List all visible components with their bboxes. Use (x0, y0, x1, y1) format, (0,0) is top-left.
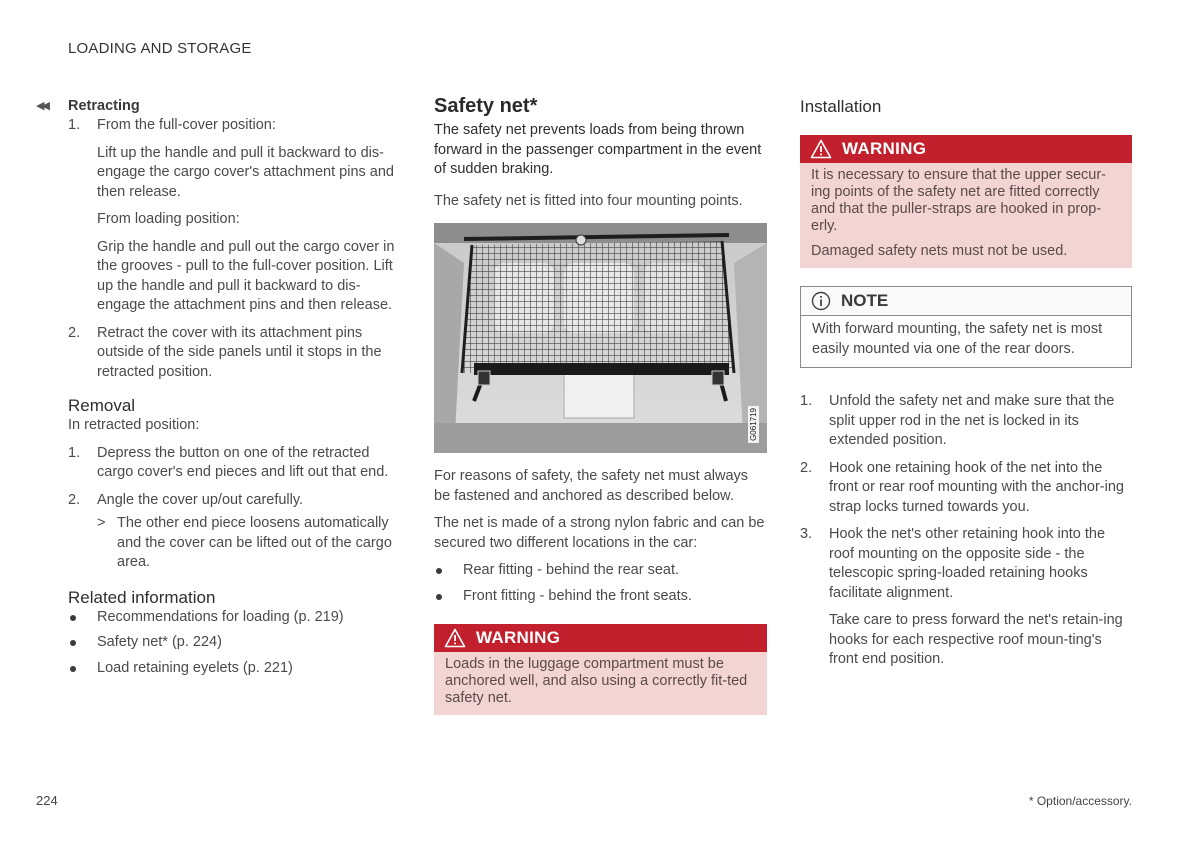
note-body (801, 316, 1131, 367)
list-item (434, 587, 767, 607)
fitting-list (434, 561, 767, 606)
safety-para-2: The net is made of a strong nylon fabric and can be secured two different locations in the car: (434, 515, 765, 551)
removal-intro: In retracted position: (68, 417, 200, 433)
warning-triangle-icon (810, 139, 832, 159)
note-header (801, 287, 1131, 316)
installation-steps (800, 392, 1132, 670)
step-paragraph: Grip the handle and pull out the cargo cover in the grooves - pull to the full-cover position. Lift up the handle and pull it backward to dis-engage the attachment pins and then release. (97, 238, 395, 313)
step-text: Hook one retaining hook of the net into the front or rear roof mounting with the anchor-ing strap locks turned towards you. (829, 459, 1124, 515)
step-paragraph: From loading position: (97, 211, 240, 227)
list-item (68, 444, 403, 483)
related-item (68, 608, 403, 628)
warning-text: It is necessary to ensure that the upper secur-ing points of the safety net are fitted correctly and that the puller-straps are hooked in prop-erly. (811, 167, 1106, 234)
info-icon (811, 291, 831, 311)
step-number: 1. (800, 393, 813, 409)
section-header: LOADING AND STORAGE (68, 40, 252, 57)
bullet (70, 640, 76, 646)
step-number: 1. (68, 117, 81, 133)
warning-text: Loads in the luggage compartment must be anchored well, and also using a correctly fit-ted safety net. (445, 656, 748, 706)
page-number: 224 (36, 793, 58, 808)
list-item (434, 561, 767, 581)
installation-title: Installation (800, 97, 882, 116)
step-text: Unfold the safety net and make sure that the split upper rod in the net is locked in its extended position. (829, 393, 1115, 448)
list-item (68, 324, 403, 383)
related-item (68, 659, 403, 679)
related-link[interactable]: Safety net* (p. 224) (97, 634, 222, 650)
note-label: NOTE (841, 291, 889, 310)
removal-title: Removal (68, 396, 136, 415)
related-item (68, 633, 403, 653)
warning-header (434, 624, 767, 652)
result-marker: > (97, 515, 106, 531)
warning-box (800, 135, 1132, 268)
bullet (70, 666, 76, 672)
warning-body (800, 163, 1132, 268)
warning-box (434, 624, 767, 715)
column-retracting (36, 94, 403, 678)
safety-net-lead: The safety net prevents loads from being thrown forward in the passenger compartment in the event of sudden braking. (434, 122, 762, 177)
removal-steps (68, 444, 403, 573)
step-text: Angle the cover up/out carefully. (97, 491, 304, 508)
safety-net-photo (434, 223, 767, 453)
warning-body (434, 652, 767, 715)
retracting-heading-row (36, 97, 403, 116)
image-code: G061719 (749, 408, 758, 441)
mounting-text: The safety net is fitted into four mounting points. (434, 192, 743, 209)
warning-triangle-icon (444, 628, 466, 648)
step-text: Retract the cover with its attachment pins outside of the side panels until it stops in the retracted position. (97, 324, 382, 380)
note-text: With forward mounting, the safety net is most easily mounted via one of the rear doors. (812, 321, 1103, 357)
column-safety-net (434, 94, 767, 715)
list-item (800, 459, 1132, 518)
list-item (800, 525, 1132, 670)
step-paragraph: Lift up the handle and pull it backward to dis-engage the cargo cover's attachment pins and then release. (97, 144, 394, 200)
warning-header (800, 135, 1132, 163)
fitting-text: Front fitting - behind the front seats. (463, 587, 692, 604)
related-title: Related information (68, 587, 216, 607)
list-item (68, 491, 403, 573)
bullet (436, 594, 442, 600)
warning-label: WARNING (842, 139, 927, 158)
related-link[interactable]: Load retaining eyelets (p. 221) (97, 659, 293, 676)
fitting-text: Rear fitting - behind the rear seat. (463, 562, 680, 578)
column-installation (800, 94, 1132, 670)
step-result (97, 514, 403, 573)
retract-steps (68, 116, 403, 382)
double-chevron-left-icon: ◀◀ (36, 100, 47, 112)
related-list (68, 608, 403, 679)
step-number: 1. (68, 444, 81, 461)
step-number: 2. (68, 491, 81, 508)
safety-para-1: For reasons of safety, the safety net must always be fastened and anchored as described below. (434, 468, 749, 504)
list-item (68, 116, 403, 316)
step-text: Depress the button on one of the retracted cargo cover's end pieces and lift out that end. (97, 444, 389, 480)
warning-text: Damaged safety nets must not be used. (811, 243, 1068, 259)
retracting-title: Retracting (68, 98, 140, 114)
note-box (800, 286, 1132, 368)
result-text: The other end piece loosens automatically and the cover can be lifted out of the cargo area. (117, 515, 392, 570)
warning-label: WARNING (476, 628, 561, 647)
step-paragraph: Take care to press forward the net's retain-ing hooks for each respective roof moun-ting's front end position. (829, 612, 1123, 667)
step-number: 2. (800, 459, 813, 476)
list-item (800, 392, 1132, 451)
safety-net-title: Safety net* (434, 95, 538, 117)
step-number: 3. (800, 526, 813, 542)
bullet (70, 615, 76, 621)
step-text: From the full-cover position: (97, 117, 276, 133)
bullet (436, 568, 442, 574)
step-number: 2. (68, 324, 81, 341)
related-link[interactable]: Recommendations for loading (p. 219) (97, 608, 344, 625)
step-text: Hook the net's other retaining hook into the roof mounting on the opposite side - the telescopic spring-loaded retaining hooks facilitate alignment. (829, 526, 1106, 601)
safety-net-illustration (434, 223, 767, 453)
footnote: * Option/accessory. (1028, 794, 1132, 808)
